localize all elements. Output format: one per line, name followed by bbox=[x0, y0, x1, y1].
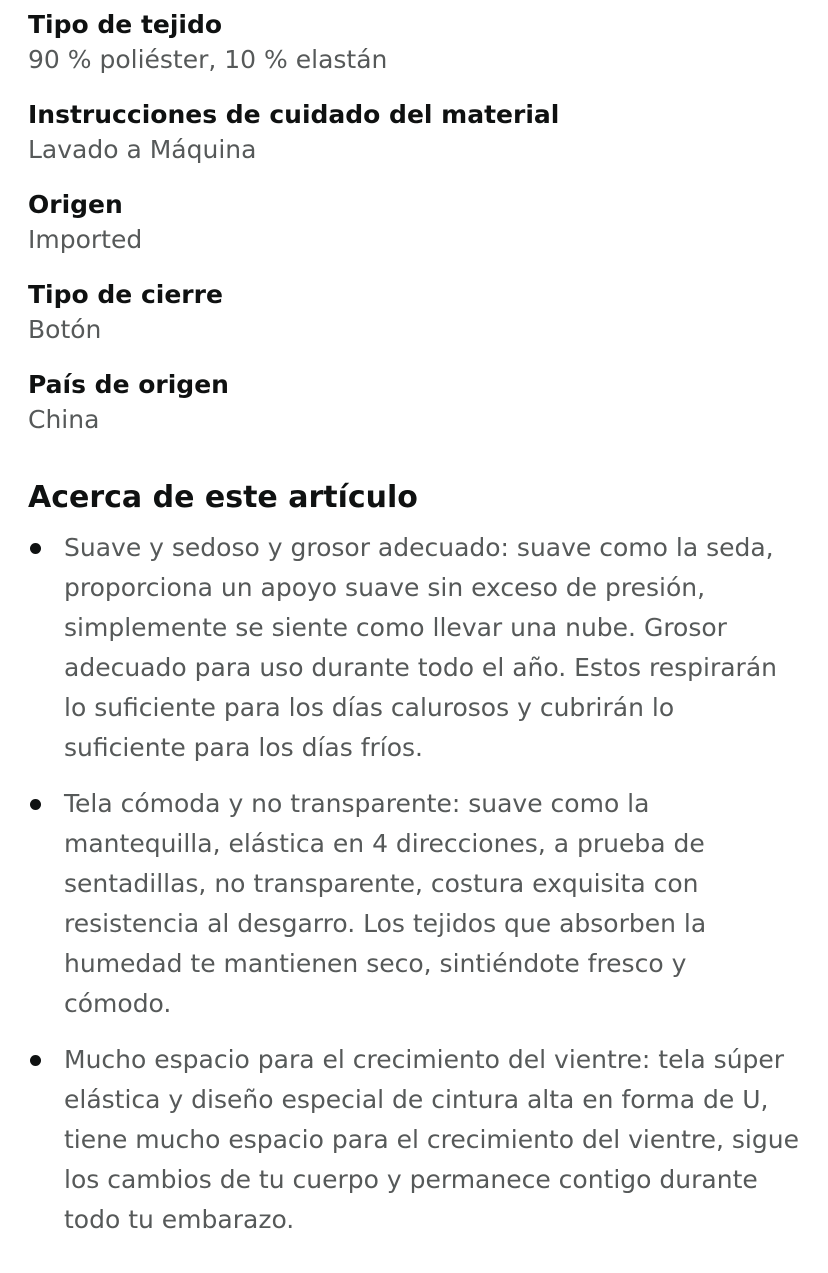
detail-label: Tipo de tejido bbox=[28, 10, 223, 39]
bullet-text: Tela cómoda y no transparente: suave como la mantequilla, elástica en 4 direcciones, a prueba de sentadillas, no transparente, costura exquisita con resistencia al desgarro. Los tejidos que absorben la humedad te mantienen seco, sintiéndote fresco y cómodo. bbox=[64, 789, 707, 1018]
detail-value: Imported bbox=[28, 225, 143, 254]
detail-closure-type bbox=[28, 278, 800, 350]
bullet-icon bbox=[30, 543, 41, 554]
detail-label: País de origen bbox=[28, 370, 229, 399]
bullet-icon bbox=[30, 799, 41, 810]
detail-country-of-origin bbox=[28, 368, 800, 440]
bullet-text: Suave y sedoso y grosor adecuado: suave como la seda, proporciona un apoyo suave sin exceso de presión, simplemente se siente como llevar una nube. Grosor adecuado para uso durante todo el año. Estos respirarán lo suficiente para los días calurosos y cubrirán lo suficiente para los días fríos. bbox=[64, 533, 778, 762]
detail-care-instructions bbox=[28, 98, 800, 170]
bullet-icon bbox=[30, 1055, 41, 1066]
bullet-text: Mucho espacio para el crecimiento del vientre: tela súper elástica y diseño especial de cintura alta en forma de U, tiene mucho espacio para el crecimiento del vientre, sigue los cambios de tu cuerpo y permanece contigo durante todo tu embarazo. bbox=[64, 1045, 799, 1234]
detail-label: Instrucciones de cuidado del material bbox=[28, 100, 560, 129]
detail-value: Lavado a Máquina bbox=[28, 135, 257, 164]
list-item bbox=[28, 528, 800, 768]
detail-fabric-type bbox=[28, 8, 800, 80]
product-details bbox=[28, 8, 800, 440]
detail-value: Botón bbox=[28, 315, 102, 344]
list-item bbox=[28, 1040, 800, 1240]
detail-label: Tipo de cierre bbox=[28, 280, 223, 309]
detail-label: Origen bbox=[28, 190, 123, 219]
detail-value: 90 % poliéster, 10 % elastán bbox=[28, 45, 388, 74]
about-section-title: Acerca de este artículo bbox=[28, 480, 418, 515]
list-item bbox=[28, 784, 800, 1024]
about-bullet-list bbox=[28, 528, 800, 1240]
detail-origin bbox=[28, 188, 800, 260]
detail-value: China bbox=[28, 405, 100, 434]
